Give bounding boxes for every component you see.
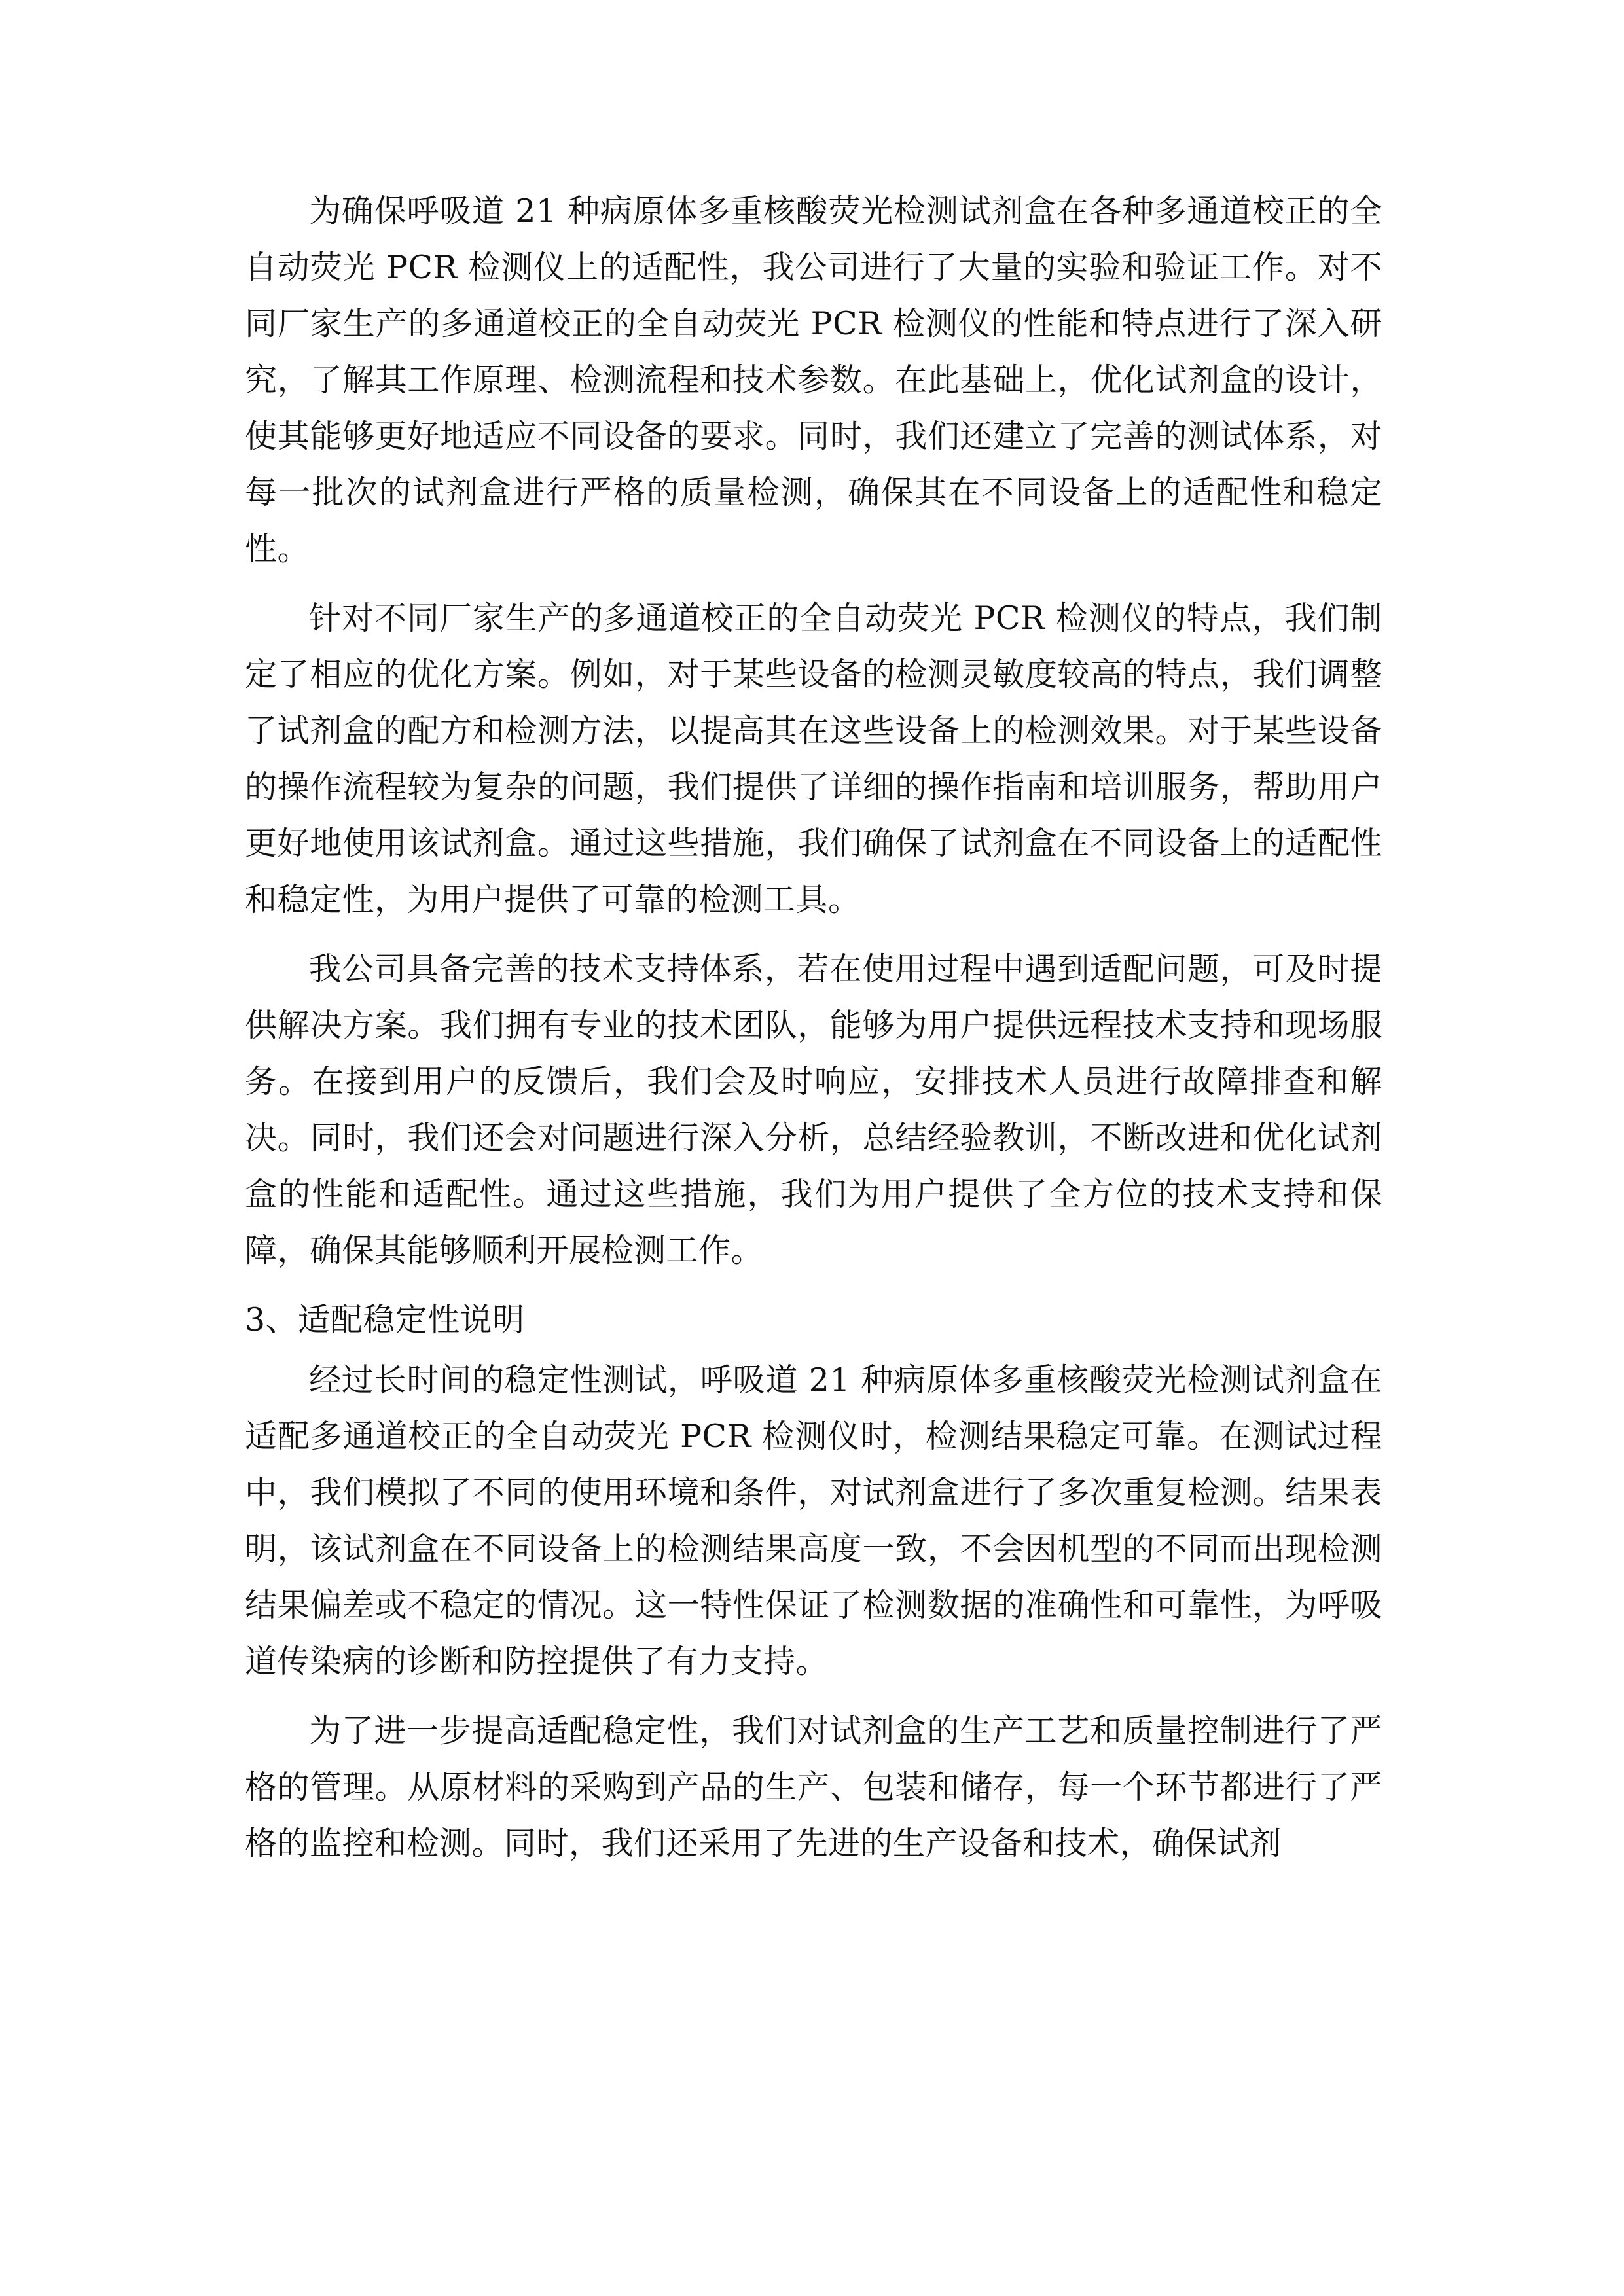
section-heading: 3、适配稳定性说明 xyxy=(245,1301,525,1338)
document-body xyxy=(245,183,1382,1885)
paragraph-adaptability-verification: 为确保呼吸道 21 种病原体多重核酸荧光检测试剂盒在各种多通道校正的全自动荧光 PCR 检测仪上的适配性，我公司进行了大量的实验和验证工作。对不同厂家生产的多通道校正的全自动荧光 PCR 检测仪的性能和特点进行了深入研究，了解其工作原理、检测流程和技术参数。在此基础上，优化试剂盒的设计，使其能够更好地适应不同设备的要求。同时，我们还建立了完善的测试体系，对每一批次的试剂盒进行严格的质量检测，确保其在不同设备上的适配性和稳定性。 xyxy=(245,192,1382,567)
paragraph-stability-test: 经过长时间的稳定性测试，呼吸道 21 种病原体多重核酸荧光检测试剂盒在适配多通道校正的全自动荧光 PCR 检测仪时，检测结果稳定可靠。在测试过程中，我们模拟了不同的使用环境和条件，对试剂盒进行了多次重复检测。结果表明，该试剂盒在不同设备上的检测结果高度一致，不会因机型的不同而出现检测结果偏差或不稳定的情况。这一特性保证了检测数据的准确性和可靠性，为呼吸道传染病的诊断和防控提供了有力支持。 xyxy=(245,1361,1382,1680)
paragraph-quality-control: 为了进一步提高适配稳定性，我们对试剂盒的生产工艺和质量控制进行了严格的管理。从原材料的采购到产品的生产、包装和储存，每一个环节都进行了严格的监控和检测。同时，我们还采用了先进的生产设备和技术，确保试剂 xyxy=(245,1712,1382,1862)
paragraph-technical-support: 我公司具备完善的技术支持体系，若在使用过程中遇到适配问题，可及时提供解决方案。我们拥有专业的技术团队，能够为用户提供远程技术支持和现场服务。在接到用户的反馈后，我们会及时响应，安排技术人员进行故障排查和解决。同时，我们还会对问题进行深入分析，总结经验教训，不断改进和优化试剂盒的性能和适配性。通过这些措施，我们为用户提供了全方位的技术支持和保障，确保其能够顺利开展检测工作。 xyxy=(245,950,1382,1269)
paragraph-optimization-plan: 针对不同厂家生产的多通道校正的全自动荧光 PCR 检测仪的特点，我们制定了相应的优化方案。例如，对于某些设备的检测灵敏度较高的特点，我们调整了试剂盒的配方和检测方法，以提高其在这些设备上的检测效果。对于某些设备的操作流程较为复杂的问题，我们提供了详细的操作指南和培训服务，帮助用户更好地使用该试剂盒。通过这些措施，我们确保了试剂盒在不同设备上的适配性和稳定性，为用户提供了可靠的检测工具。 xyxy=(245,600,1382,918)
